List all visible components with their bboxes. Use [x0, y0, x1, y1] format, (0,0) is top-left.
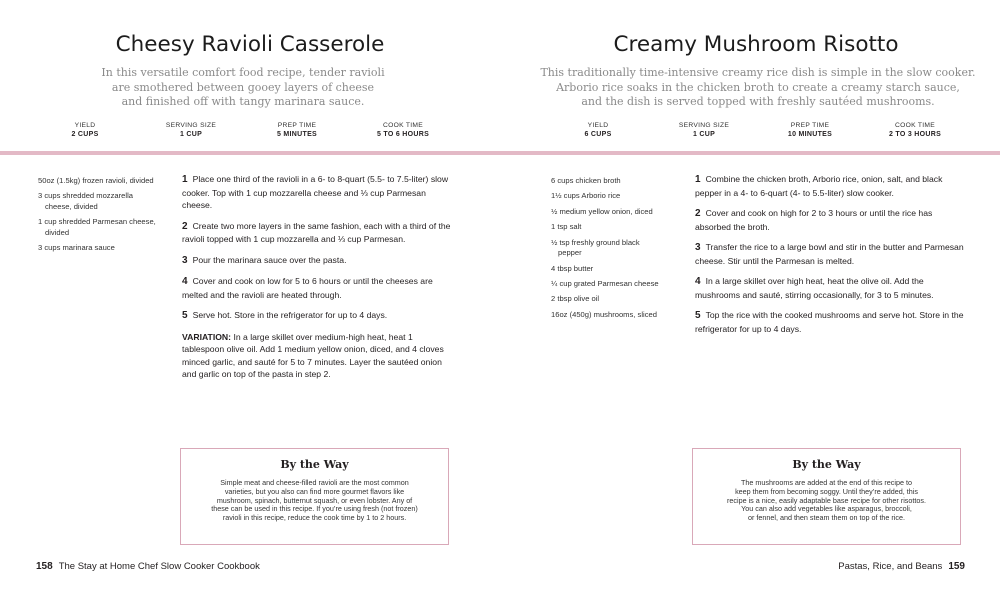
step-item [695, 275, 965, 301]
step-item [695, 241, 965, 267]
intro-line: In this versatile comfort food recipe, tender ravioli [101, 66, 385, 79]
stat-serving-size [679, 122, 729, 138]
ingredient-item: 4 tbsp butter [551, 263, 594, 273]
intro-line: are smothered between gooey layers of cheese [111, 80, 375, 94]
stat-label: PREP TIME [277, 122, 317, 129]
header-divider [0, 151, 1000, 155]
ingredient-item: 3 cups shredded mozzarella cheese, divided [38, 191, 133, 211]
ingredient-item: ½ tsp freshly ground black pepper [551, 237, 640, 258]
step-text: Place one third of the ravioli in a 6- to 8-quart (5.5- to 7.5-liter) slow cooker. Top with 1 cup mozzarella cheese and ⅓ cup Parmesan cheese. [182, 174, 449, 210]
btw-line: ravioli in this recipe, reduce the cook time by 1 to 2 hours. [222, 513, 407, 523]
btw-line: Simple meat and cheese-filled ravioli are the most common [220, 478, 409, 487]
step-text: Transfer the rice to a large bowl and stir in the butter and Parmesan cheese. Stir until the Parmesan is melted. [695, 242, 964, 266]
stat-value: 10 MINUTES [787, 131, 833, 138]
stat-serving-size [166, 122, 216, 138]
ingredient-item: 16oz (450g) mushrooms, sliced [551, 309, 657, 319]
variation-label: VARIATION: [182, 331, 232, 342]
ingredient-item: 6 cups chicken broth [551, 176, 621, 185]
ingredient-item: 1 tsp salt [551, 222, 582, 232]
step-number: 2 [695, 208, 701, 219]
stat-label: PREP TIME [790, 122, 830, 129]
stat-prep-time [788, 122, 832, 138]
step-text: Cover and cook on high for 2 to 3 hours or until the rice has absorbed the broth. [695, 208, 933, 232]
page-footer [838, 561, 965, 572]
ingredient-item: ¼ cup grated Parmesan cheese [551, 278, 659, 288]
stat-value: 1 CUP [692, 131, 716, 138]
footer-title: The Stay at Home Chef Slow Cooker Cookbook [58, 561, 260, 572]
intro-line: Arborio rice soaks in the chicken broth to create a creamy starch sauce, [556, 80, 960, 94]
step-item [182, 220, 452, 246]
page-number: 158 [36, 561, 53, 572]
step-item [182, 275, 452, 301]
stat-label: YIELD [74, 122, 96, 129]
step-item [182, 309, 452, 323]
ingredient-item: 1½ cups Arborio rice [551, 191, 621, 201]
stat-value: 5 TO 6 HOURS [376, 131, 430, 138]
recipe-intro [0, 66, 493, 110]
stat-label: COOK TIME [894, 122, 936, 129]
stat-yield [584, 122, 611, 138]
step-number: 4 [182, 276, 188, 287]
step-text: Pour the marinara sauce over the pasta. [192, 254, 347, 265]
page-footer [36, 561, 260, 572]
ingredient-item: 50oz (1.5kg) frozen ravioli, divided [38, 176, 154, 185]
by-the-way-box [180, 448, 449, 545]
stat-label: SERVING SIZE [678, 122, 730, 129]
step-number: 1 [695, 174, 701, 185]
step-list [695, 173, 965, 343]
by-the-way-box [692, 448, 961, 545]
intro-line: and finished off with tangy marinara sauce. [121, 95, 365, 109]
ingredient-list [551, 176, 659, 325]
step-number: 5 [182, 310, 188, 321]
step-number: 5 [695, 310, 701, 321]
step-item [695, 309, 965, 335]
right-page [500, 0, 1000, 597]
step-item [182, 173, 452, 212]
stat-prep-time [277, 122, 317, 138]
stat-label: COOK TIME [382, 122, 424, 129]
by-the-way-title: By the Way [792, 458, 861, 471]
ingredient-item: 1 cup shredded Parmesan cheese, divided [38, 217, 156, 237]
variation-text: In a large skillet over medium-high heat, heat 1 tablespoon olive oil. Add 1 medium yellow onion, diced, and 4 cloves minced garlic, and sauté for 5 to 7 minutes. Layer the sautéed onion and garlic on top of the pasta in step 2. [182, 331, 444, 379]
btw-line: You can also add vegetables like asparagus, broccoli, [741, 504, 912, 514]
stat-cook-time [377, 122, 429, 138]
by-the-way-text [693, 479, 960, 523]
stat-label: SERVING SIZE [165, 122, 217, 129]
step-item [695, 173, 965, 199]
step-text: In a large skillet over high heat, heat the olive oil. Add the mushrooms and sauté, stirring occasionally, for 3 to 5 minutes. [695, 276, 934, 300]
step-item [182, 254, 452, 268]
btw-line: The mushrooms are added at the end of this recipe to [740, 478, 912, 487]
by-the-way-text [181, 479, 448, 523]
stat-label: YIELD [587, 122, 609, 129]
page-number: 159 [948, 561, 965, 572]
stat-value: 6 CUPS [584, 131, 612, 138]
ingredient-item: 3 cups marinara sauce [38, 243, 115, 253]
step-item [695, 207, 965, 233]
btw-line: varieties, but you also can find more gourmet flavors like [224, 486, 405, 496]
ingredient-item: 2 tbsp olive oil [551, 294, 600, 304]
stat-value: 1 CUP [179, 131, 203, 138]
recipe-title: Creamy Mushroom Risotto [613, 32, 899, 57]
step-number: 2 [182, 220, 188, 232]
ingredient-list [38, 176, 156, 259]
stat-yield [71, 122, 98, 138]
step-text: Create two more layers in the same fashion, each with a third of the ravioli topped with 1 cup mozzarella and ⅓ cup Parmesan. [182, 220, 451, 244]
step-number: 1 [182, 174, 188, 185]
recipe-title: Cheesy Ravioli Casserole [115, 32, 385, 57]
step-number: 3 [695, 242, 701, 253]
btw-line: recipe is a nice, easily adaptable base recipe for other risottos. [727, 495, 926, 505]
stat-value: 5 MINUTES [276, 131, 318, 138]
stat-cook-time [889, 122, 941, 138]
btw-line: mushroom, spinach, butternut squash, or even lobster. Any of [216, 495, 413, 505]
footer-title: Pastas, Rice, and Beans [838, 561, 943, 572]
step-text: Serve hot. Store in the refrigerator for up to 4 days. [192, 310, 388, 320]
step-text: Combine the chicken broth, Arborio rice, onion, salt, and black pepper in a 4- to 6-quart (4- to 5.5-liter) slow cooker. [695, 174, 943, 198]
btw-line: these can be used in this recipe. If you’re using fresh (not frozen) [211, 504, 418, 514]
recipe-intro [508, 66, 1000, 110]
stat-value: 2 CUPS [71, 131, 99, 138]
intro-line: This traditionally time-intensive creamy rice dish is simple in the slow cooker. [540, 66, 976, 79]
intro-line: and the dish is served topped with freshly sautéed mushrooms. [581, 95, 935, 109]
btw-line: keep them from becoming soggy. Until they’re added, this [735, 486, 918, 496]
by-the-way-title: By the Way [280, 458, 349, 471]
step-number: 4 [695, 276, 701, 287]
stat-value: 2 TO 3 HOURS [888, 131, 942, 138]
step-number: 3 [182, 254, 188, 266]
ingredient-item: ½ medium yellow onion, diced [551, 206, 653, 216]
step-list [182, 173, 452, 389]
variation-note [182, 331, 452, 381]
step-text: Top the rice with the cooked mushrooms and serve hot. Store in the refrigerator for up to 4 days. [695, 310, 964, 334]
step-text: Cover and cook on low for 5 to 6 hours or until the cheeses are melted and the ravioli are heated through. [182, 276, 433, 300]
btw-line: or fennel, and then steam them on top of the rice. [747, 513, 906, 523]
